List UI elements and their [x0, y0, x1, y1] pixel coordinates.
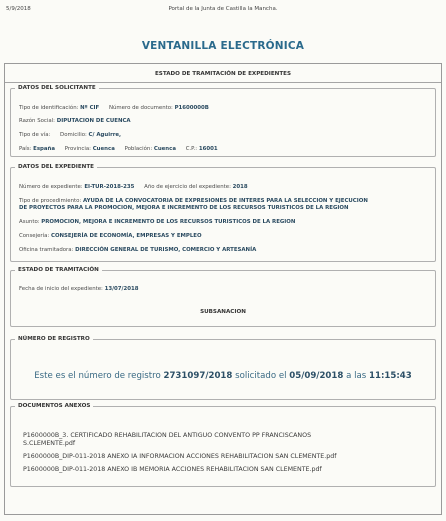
asunto-label: Asunto: [19, 219, 40, 225]
expediente-num-label: Número de expediente: [19, 184, 83, 190]
oficina-value: DIRECCIÓN GENERAL DE TURISMO, COMERCIO Y ARTESANÍA [75, 247, 257, 253]
registro-text-1: Este es el número de registro [34, 371, 161, 381]
domicilio-label: Domicilio: [60, 132, 87, 138]
expediente-num-row [19, 184, 248, 191]
expediente-section [10, 164, 436, 262]
cp-label: C.P.: [185, 146, 198, 152]
doc-item[interactable]: P1600000B_DIP-011-2018 ANEXO IA INFORMACION ACCIONES REHABILITACION SAN CLEMENTE.pdf [23, 453, 337, 460]
consejeria-label: Consejería: [19, 233, 50, 239]
expediente-num-value: EI-TUR-2018-235 [84, 184, 135, 190]
razon-label: Razón Social: [19, 118, 55, 124]
num-doc-value: P1600000B [174, 105, 209, 111]
page-title: VENTANILLA ELECTRÓNICA [141, 40, 305, 52]
consejeria-row [19, 233, 202, 240]
anio-label: Año de ejercicio del expediente: [144, 184, 231, 190]
num-doc-label: Número de documento: [108, 105, 173, 111]
expediente-legend: DATOS DEL EXPEDIENTE [18, 164, 94, 170]
consejeria-value: CONSEJERÍA DE ECONOMÍA, EMPRESAS Y EMPLEO [50, 233, 202, 239]
domicilio-row [19, 132, 121, 139]
registro-time: 11:15:43 [368, 371, 412, 381]
anexos-section [10, 403, 436, 487]
status-value: SUBSANACION [200, 309, 246, 315]
registro-date: 05/09/2018 [289, 371, 344, 381]
asunto-value: PROMOCION, MEJORA E INCREMENTO DE LOS RECURSOS TURISTICOS DE LA REGION [41, 219, 296, 225]
anexos-legend: DOCUMENTOS ANEXOS [18, 403, 91, 409]
anio-value: 2018 [232, 184, 248, 190]
oficina-row [19, 247, 256, 254]
estado-title: ESTADO DE TRAMITACIÓN DE EXPEDIENTES [154, 71, 292, 77]
doc-item[interactable]: P1600000B_DIP-011-2018 ANEXO IB MEMORIA ACCIONES REHABILITACION SAN CLEMENTE.pdf [23, 466, 322, 473]
domicilio-value: C/ Aguirre, [88, 132, 122, 138]
registro-text-2: solicitado el [235, 371, 287, 381]
procedimiento-row-2 [19, 205, 349, 212]
registro-section [10, 336, 436, 400]
asunto-row [19, 219, 295, 226]
procedimiento-value-1: AYUDA DE LA CONVOCATORIA DE EXPRESIONES DE INTERES PARA LA SELECCION Y EJECUCION [82, 198, 368, 204]
registro-number: 2731097/2018 [163, 371, 233, 381]
registro-legend: NÚMERO DE REGISTRO [18, 336, 90, 342]
tipo-via-label: Tipo de vía: [19, 132, 51, 138]
identification-row [19, 105, 209, 112]
fecha-value: 13/07/2018 [104, 286, 139, 292]
oficina-label: Oficina tramitadora: [19, 247, 74, 253]
fecha-row [19, 286, 139, 293]
doc-item[interactable]: P1600000B_3. CERTIFICADO REHABILITACION DEL ANTIGUO CONVENTO PP FRANCISCANOS [23, 432, 312, 439]
fecha-label: Fecha de inicio del expediente: [19, 286, 103, 292]
tipo-id-value: Nº CIF [80, 105, 100, 111]
location-row [19, 146, 218, 153]
solicitante-section [10, 85, 436, 157]
provincia-label: Provincia: [64, 146, 91, 152]
tramitacion-section [10, 267, 436, 327]
cp-value: 16001 [198, 146, 218, 152]
solicitante-legend: DATOS DEL SOLICITANTE [18, 85, 96, 91]
procedimiento-value-2: DE PROYECTOS PARA LA PROMOCION, MEJORA E INCREMENTO DE LOS RECURSOS TURISTICOS DE LA REGION [19, 205, 349, 211]
procedimiento-label: Tipo de procedimiento: [19, 198, 82, 204]
poblacion-label: Población: [124, 146, 153, 152]
tramitacion-legend: ESTADO DE TRAMITACIÓN [18, 267, 99, 273]
print-date: 5/9/2018 [6, 6, 31, 12]
registro-text [11, 371, 435, 381]
procedimiento-row [19, 198, 368, 205]
poblacion-value: Cuenca [153, 146, 176, 152]
portal-name: Portal de la Junta de Castilla la Mancha. [168, 6, 278, 12]
tipo-id-label: Tipo de identificación: [19, 105, 79, 111]
pais-label: País: [19, 146, 32, 152]
divider [5, 82, 441, 83]
razon-row [19, 118, 131, 125]
provincia-value: Cuenca [92, 146, 115, 152]
estado-frame [4, 63, 442, 515]
registro-text-3: a las [346, 371, 367, 381]
razon-value: DIPUTACION DE CUENCA [56, 118, 131, 124]
doc-item-continued[interactable]: S.CLEMENTE.pdf [23, 440, 76, 447]
pais-value: España [33, 146, 56, 152]
